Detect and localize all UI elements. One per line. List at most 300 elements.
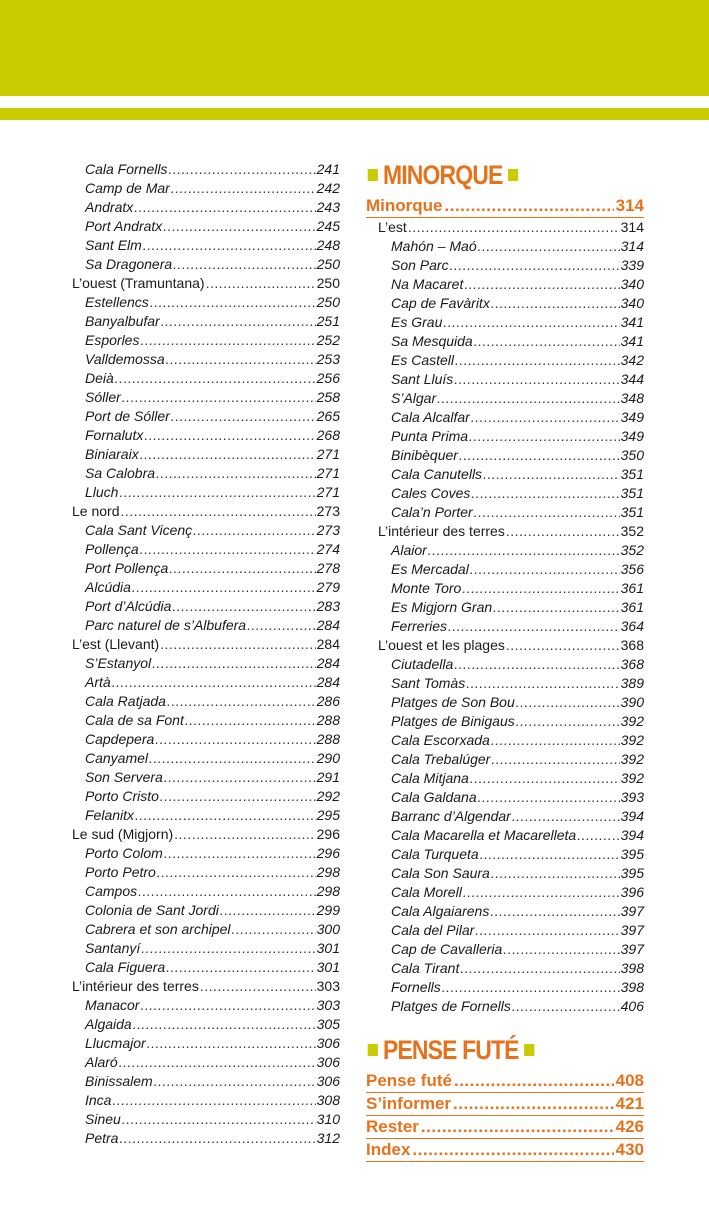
toc-entry-label: Mahón – Maó xyxy=(391,238,477,254)
toc-entry[interactable] xyxy=(366,294,644,313)
toc-entry-page: 349 xyxy=(620,428,644,444)
dot-leader xyxy=(200,977,316,996)
toc-entry[interactable] xyxy=(366,522,644,541)
toc-entry[interactable] xyxy=(366,940,644,959)
toc-entry-label: Biniaraix xyxy=(85,446,139,462)
toc-entry-label: Index xyxy=(366,1140,411,1159)
toc-entry-label: Lluch xyxy=(85,484,119,500)
toc-entry[interactable] xyxy=(72,1015,340,1034)
square-bullet-icon xyxy=(368,1044,378,1056)
toc-entry[interactable] xyxy=(366,256,644,275)
toc-entry[interactable] xyxy=(72,749,340,768)
dot-leader xyxy=(150,293,316,312)
toc-entry-page: 351 xyxy=(620,485,644,501)
dot-leader xyxy=(442,978,620,997)
toc-entry[interactable] xyxy=(366,826,644,845)
toc-entry[interactable] xyxy=(72,502,340,521)
toc-entry-label: Fornalutx xyxy=(85,427,144,443)
toc-entry-label: Canyamel xyxy=(85,750,149,766)
toc-entry-page: 295 xyxy=(316,807,340,823)
toc-entry-label: Inca xyxy=(85,1092,112,1108)
toc-entry-label: Cala Trebalúger xyxy=(391,751,491,767)
toc-entry[interactable] xyxy=(72,521,340,540)
dot-leader xyxy=(506,636,620,655)
toc-entry-label: Cala Sant Vicenç xyxy=(85,522,193,538)
dot-leader xyxy=(459,446,620,465)
toc-entry[interactable] xyxy=(366,484,644,503)
toc-entry[interactable] xyxy=(72,825,340,844)
toc-entry-page: 299 xyxy=(316,902,340,918)
dot-leader xyxy=(173,255,315,274)
toc-entry[interactable] xyxy=(366,560,644,579)
dot-leader xyxy=(437,389,620,408)
toc-entry-label: S’informer xyxy=(366,1094,452,1113)
toc-entry[interactable] xyxy=(366,1070,644,1093)
dot-leader xyxy=(154,1072,316,1091)
toc-entry[interactable] xyxy=(72,958,340,977)
dot-leader xyxy=(483,465,620,484)
dot-leader xyxy=(122,1110,316,1129)
toc-entry[interactable] xyxy=(72,673,340,692)
toc-entry[interactable] xyxy=(72,597,340,616)
toc-entry[interactable] xyxy=(72,1053,340,1072)
dot-leader xyxy=(112,1091,315,1110)
toc-entry-label: Cala Ratjada xyxy=(85,693,166,709)
toc-entry[interactable] xyxy=(72,388,340,407)
toc-entry-label: Ciutadella xyxy=(391,656,454,672)
dot-leader xyxy=(428,541,620,560)
toc-entry[interactable] xyxy=(72,711,340,730)
dot-leader xyxy=(115,369,316,388)
toc-entry-page: 306 xyxy=(316,1054,340,1070)
toc-entry-page: 256 xyxy=(316,370,340,386)
toc-entry-page: 392 xyxy=(620,713,644,729)
dot-leader xyxy=(132,578,316,597)
toc-entry-label: Cala Turqueta xyxy=(391,846,479,862)
toc-entry-label: Na Macaret xyxy=(391,276,464,292)
square-bullet-icon xyxy=(508,169,518,181)
toc-entry-label: L’ouest (Tramuntana) xyxy=(72,275,205,291)
toc-entry[interactable] xyxy=(72,1110,340,1129)
toc-entry-page: 342 xyxy=(620,352,644,368)
toc-entry[interactable] xyxy=(72,768,340,787)
toc-entry[interactable] xyxy=(366,864,644,883)
toc-entry[interactable] xyxy=(72,179,340,198)
toc-entry[interactable] xyxy=(366,427,644,446)
dot-leader xyxy=(144,426,315,445)
toc-entry-page: 396 xyxy=(620,884,644,900)
toc-entry[interactable] xyxy=(72,255,340,274)
toc-entry-page: 361 xyxy=(620,599,644,615)
toc-entry-page: 278 xyxy=(316,560,340,576)
toc-entry[interactable] xyxy=(72,540,340,559)
toc-entry-page: 251 xyxy=(316,313,340,329)
toc-entry-label: Camp de Mar xyxy=(85,180,170,196)
toc-entry-label: Fornells xyxy=(391,979,441,995)
toc-entry-label: Santanyí xyxy=(85,940,141,956)
dot-leader xyxy=(443,313,619,332)
toc-entry-page: 393 xyxy=(620,789,644,805)
toc-entry-label: Artà xyxy=(85,674,111,690)
toc-entry-page: 392 xyxy=(620,770,644,786)
toc-entry[interactable] xyxy=(366,389,644,408)
toc-entry-page: 310 xyxy=(316,1111,340,1127)
toc-entry-label: L’est xyxy=(378,219,407,235)
dot-leader xyxy=(464,275,619,294)
dot-leader xyxy=(156,464,316,483)
toc-entry[interactable] xyxy=(72,616,340,635)
toc-entry[interactable] xyxy=(72,331,340,350)
toc-entry[interactable] xyxy=(72,996,340,1015)
toc-entry[interactable] xyxy=(72,217,340,236)
toc-entry-page: 300 xyxy=(316,921,340,937)
toc-entry[interactable] xyxy=(366,959,644,978)
toc-entry-label: Es Grau xyxy=(391,314,443,330)
toc-entry-page: 250 xyxy=(316,275,340,291)
toc-entry-page: 242 xyxy=(316,180,340,196)
toc-entry[interactable] xyxy=(72,274,340,293)
toc-entry[interactable] xyxy=(72,559,340,578)
toc-entry-page: 283 xyxy=(316,598,340,614)
dot-leader xyxy=(480,845,620,864)
toc-entry[interactable] xyxy=(366,1093,644,1116)
dot-leader xyxy=(185,711,316,730)
toc-entry[interactable] xyxy=(72,863,340,882)
dot-leader xyxy=(455,351,620,370)
toc-entry[interactable] xyxy=(366,674,644,693)
toc-entry-label: L’intérieur des terres xyxy=(72,978,199,994)
toc-entry-page: 394 xyxy=(620,827,644,843)
dot-leader xyxy=(164,844,316,863)
toc-right-column xyxy=(366,155,644,1162)
toc-entry-label: Binissalem xyxy=(85,1073,153,1089)
toc-entry[interactable] xyxy=(72,1129,340,1148)
toc-entry-page: 306 xyxy=(316,1073,340,1089)
toc-entry-page: 284 xyxy=(316,636,340,652)
dot-leader xyxy=(471,408,620,427)
toc-entry-page: 273 xyxy=(316,503,340,519)
dot-leader xyxy=(421,1116,614,1138)
toc-entry[interactable] xyxy=(366,883,644,902)
dot-leader xyxy=(516,693,620,712)
toc-entry-label: Minorque xyxy=(366,196,443,215)
toc-entry-page: 301 xyxy=(316,959,340,975)
toc-entry[interactable] xyxy=(366,769,644,788)
toc-entry-label: Cala’n Porter xyxy=(391,504,473,520)
toc-entry[interactable] xyxy=(366,598,644,617)
toc-entry[interactable] xyxy=(72,901,340,920)
toc-entry[interactable] xyxy=(72,483,340,502)
dot-leader xyxy=(168,160,315,179)
toc-entry[interactable] xyxy=(366,1116,644,1139)
dot-leader xyxy=(491,750,619,769)
toc-entry-label: Cala Algaiarens xyxy=(391,903,490,919)
toc-entry-page: 392 xyxy=(620,732,644,748)
dot-leader xyxy=(143,236,316,255)
dot-leader xyxy=(471,484,619,503)
toc-entry[interactable] xyxy=(366,731,644,750)
toc-entry-page: 356 xyxy=(620,561,644,577)
dot-leader xyxy=(491,731,620,750)
dot-leader xyxy=(466,674,619,693)
toc-entry[interactable] xyxy=(366,351,644,370)
dot-leader xyxy=(470,560,620,579)
dot-leader xyxy=(138,882,316,901)
toc-entry[interactable] xyxy=(366,617,644,636)
toc-entry[interactable] xyxy=(72,882,340,901)
dot-leader xyxy=(450,256,620,275)
toc-entry-page: 271 xyxy=(316,465,340,481)
dot-leader xyxy=(147,1034,316,1053)
section-title: MINORQUE xyxy=(383,159,503,190)
toc-entry[interactable] xyxy=(72,236,340,255)
toc-entry-page: 312 xyxy=(316,1130,340,1146)
toc-entry[interactable] xyxy=(366,693,644,712)
toc-entry[interactable] xyxy=(366,636,644,655)
toc-entry[interactable] xyxy=(366,237,644,256)
toc-entry[interactable] xyxy=(366,275,644,294)
dot-leader xyxy=(462,579,619,598)
dot-leader xyxy=(163,217,315,236)
toc-entry-page: 245 xyxy=(316,218,340,234)
toc-entry-page: 389 xyxy=(620,675,644,691)
toc-entry-label: Cales Coves xyxy=(391,485,471,501)
dot-leader xyxy=(516,712,620,731)
toc-entry-label: Colonia de Sant Jordi xyxy=(85,902,219,918)
toc-entry[interactable] xyxy=(366,712,644,731)
toc-entry-page: 306 xyxy=(316,1035,340,1051)
toc-entry[interactable] xyxy=(366,218,644,237)
toc-entry-page: 241 xyxy=(316,161,340,177)
toc-entry-label: Andratx xyxy=(85,199,134,215)
toc-entry-page: 268 xyxy=(316,427,340,443)
toc-entry-page: 271 xyxy=(316,484,340,500)
toc-entry[interactable] xyxy=(72,407,340,426)
dot-leader xyxy=(460,959,619,978)
toc-entry-label: Estellencs xyxy=(85,294,149,310)
toc-entry[interactable] xyxy=(72,1034,340,1053)
toc-entry[interactable] xyxy=(72,445,340,464)
toc-entry[interactable] xyxy=(72,806,340,825)
toc-entry-label: Es Mercadal xyxy=(391,561,469,577)
toc-entry-page: 397 xyxy=(620,922,644,938)
toc-entry[interactable] xyxy=(72,654,340,673)
toc-entry-page: 408 xyxy=(615,1071,644,1090)
dot-leader xyxy=(167,692,316,711)
dot-leader xyxy=(171,407,316,426)
toc-entry[interactable] xyxy=(366,655,644,674)
toc-entry-label: Banyalbufar xyxy=(85,313,160,329)
section-title: PENSE FUTÉ xyxy=(383,1034,519,1065)
dot-leader xyxy=(172,597,315,616)
dot-leader xyxy=(169,559,315,578)
dot-leader xyxy=(475,921,619,940)
toc-entry-label: Manacor xyxy=(85,997,140,1013)
toc-entry-label: Alaior xyxy=(391,542,427,558)
toc-entry[interactable] xyxy=(366,446,644,465)
toc-entry[interactable] xyxy=(72,787,340,806)
toc-entry[interactable] xyxy=(72,312,340,331)
dot-leader xyxy=(412,1139,613,1161)
toc-entry-label: Cala Fornells xyxy=(85,161,168,177)
dot-leader xyxy=(193,521,316,540)
toc-entry-page: 248 xyxy=(316,237,340,253)
toc-entry[interactable] xyxy=(72,578,340,597)
toc-entry-page: 339 xyxy=(620,257,644,273)
toc-entry-label: Port Pollença xyxy=(85,560,169,576)
toc-entry-label: Porto Cristo xyxy=(85,788,159,804)
toc-entry[interactable] xyxy=(72,844,340,863)
toc-entry[interactable] xyxy=(366,465,644,484)
dot-leader xyxy=(408,218,620,237)
toc-entry-label: Sant Lluís xyxy=(391,371,454,387)
toc-entry[interactable] xyxy=(72,293,340,312)
toc-entry[interactable] xyxy=(366,408,644,427)
toc-entry[interactable] xyxy=(366,1139,644,1162)
dot-leader xyxy=(463,883,620,902)
toc-entry[interactable] xyxy=(72,464,340,483)
dot-leader xyxy=(470,769,620,788)
toc-entry-page: 296 xyxy=(316,845,340,861)
dot-leader xyxy=(232,920,316,939)
toc-entry[interactable] xyxy=(72,198,340,217)
toc-entry[interactable] xyxy=(366,370,644,389)
toc-entry-page: 351 xyxy=(620,466,644,482)
toc-entry-page: 340 xyxy=(620,295,644,311)
toc-entry-page: 284 xyxy=(316,674,340,690)
toc-entry[interactable] xyxy=(366,807,644,826)
dot-leader xyxy=(174,825,315,844)
toc-entry[interactable] xyxy=(366,503,644,522)
toc-entry[interactable] xyxy=(366,902,644,921)
dot-leader xyxy=(141,939,315,958)
toc-entry-page: 352 xyxy=(620,542,644,558)
top-thin-band xyxy=(0,108,709,120)
dot-leader xyxy=(135,806,316,825)
toc-entry[interactable] xyxy=(72,1072,340,1091)
toc-entry[interactable] xyxy=(72,160,340,179)
dot-leader xyxy=(206,274,316,293)
toc-pense-fute-list xyxy=(366,1070,644,1162)
toc-entry-label: Es Castell xyxy=(391,352,455,368)
toc-entry-page: 291 xyxy=(316,769,340,785)
toc-entry-page: 351 xyxy=(620,504,644,520)
toc-entry[interactable] xyxy=(72,1091,340,1110)
toc-entry[interactable] xyxy=(72,635,340,654)
square-bullet-icon xyxy=(368,169,378,181)
toc-entry-page: 288 xyxy=(316,731,340,747)
toc-entry-page: 265 xyxy=(316,408,340,424)
toc-entry-page: 279 xyxy=(316,579,340,595)
toc-entry-label: Barranc d’Algendar xyxy=(391,808,511,824)
toc-entry-page: 406 xyxy=(620,998,644,1014)
toc-entry-page: 298 xyxy=(316,864,340,880)
toc-main-entry-minorque[interactable] xyxy=(366,195,644,218)
toc-entry[interactable] xyxy=(366,997,644,1016)
dot-leader xyxy=(119,1129,315,1148)
dot-leader xyxy=(166,958,315,977)
toc-entry-label: Porto Petro xyxy=(85,864,156,880)
toc-entry-page: 253 xyxy=(316,351,340,367)
toc-entry-page: 352 xyxy=(620,523,644,539)
toc-entry[interactable] xyxy=(366,579,644,598)
dot-leader xyxy=(491,864,620,883)
toc-entry-page: 348 xyxy=(620,390,644,406)
toc-entry-label: Deià xyxy=(85,370,114,386)
toc-entry[interactable] xyxy=(72,730,340,749)
toc-entry-page: 340 xyxy=(620,276,644,292)
dot-leader xyxy=(157,863,316,882)
toc-entry[interactable] xyxy=(72,369,340,388)
toc-entry-page: 258 xyxy=(316,389,340,405)
toc-entry-page: 288 xyxy=(316,712,340,728)
toc-entry[interactable] xyxy=(366,921,644,940)
dot-leader xyxy=(112,673,316,692)
dot-leader xyxy=(166,350,316,369)
toc-entry-label: Rester xyxy=(366,1117,419,1136)
toc-entry-page: 314 xyxy=(620,238,644,254)
toc-entry-page: 303 xyxy=(316,978,340,994)
toc-entry[interactable] xyxy=(72,920,340,939)
toc-entry-page: 398 xyxy=(620,960,644,976)
toc-entry-page: 290 xyxy=(316,750,340,766)
toc-entry-label: Sa Dragonera xyxy=(85,256,173,272)
dot-leader xyxy=(506,522,620,541)
toc-entry-label: Valldemossa xyxy=(85,351,165,367)
toc-left-column xyxy=(72,160,340,1148)
toc-entry-page: 430 xyxy=(615,1140,644,1159)
toc-entry-label: Sant Tomàs xyxy=(391,675,466,691)
toc-entry[interactable] xyxy=(72,692,340,711)
toc-entry-page: 243 xyxy=(316,199,340,215)
toc-entry-page: 361 xyxy=(620,580,644,596)
toc-entry-label: Pollença xyxy=(85,541,139,557)
dot-leader xyxy=(478,237,620,256)
toc-entry-label: Cala Escorxada xyxy=(391,732,490,748)
dot-leader xyxy=(220,901,316,920)
toc-entry-label: Porto Colom xyxy=(85,845,163,861)
toc-entry-label: Capdepera xyxy=(85,731,155,747)
toc-entry[interactable] xyxy=(72,350,340,369)
toc-entry[interactable] xyxy=(72,977,340,996)
toc-entry-label: Sineu xyxy=(85,1111,121,1127)
toc-entry[interactable] xyxy=(366,978,644,997)
toc-entry[interactable] xyxy=(366,750,644,769)
dot-leader xyxy=(152,654,315,673)
toc-entry[interactable] xyxy=(366,313,644,332)
dot-leader xyxy=(474,332,620,351)
toc-entry-label: Esporles xyxy=(85,332,140,348)
toc-entry-label: Le nord xyxy=(72,503,120,519)
dot-leader xyxy=(454,655,619,674)
dot-leader xyxy=(512,807,620,826)
toc-entry-page: 395 xyxy=(620,846,644,862)
toc-entry-page: 421 xyxy=(615,1094,644,1113)
toc-entry[interactable] xyxy=(366,845,644,864)
toc-entry-page: 296 xyxy=(316,826,340,842)
toc-entry-label: S’Estanyol xyxy=(85,655,152,671)
toc-entry-page: 301 xyxy=(316,940,340,956)
toc-entry[interactable] xyxy=(366,332,644,351)
toc-entry[interactable] xyxy=(72,426,340,445)
dot-leader xyxy=(119,483,315,502)
toc-entry-page: 250 xyxy=(316,256,340,272)
toc-entry[interactable] xyxy=(366,788,644,807)
toc-entry-label: Platges de Son Bou xyxy=(391,694,515,710)
toc-entry[interactable] xyxy=(72,939,340,958)
toc-entry-page: 397 xyxy=(620,903,644,919)
toc-entry[interactable] xyxy=(366,541,644,560)
